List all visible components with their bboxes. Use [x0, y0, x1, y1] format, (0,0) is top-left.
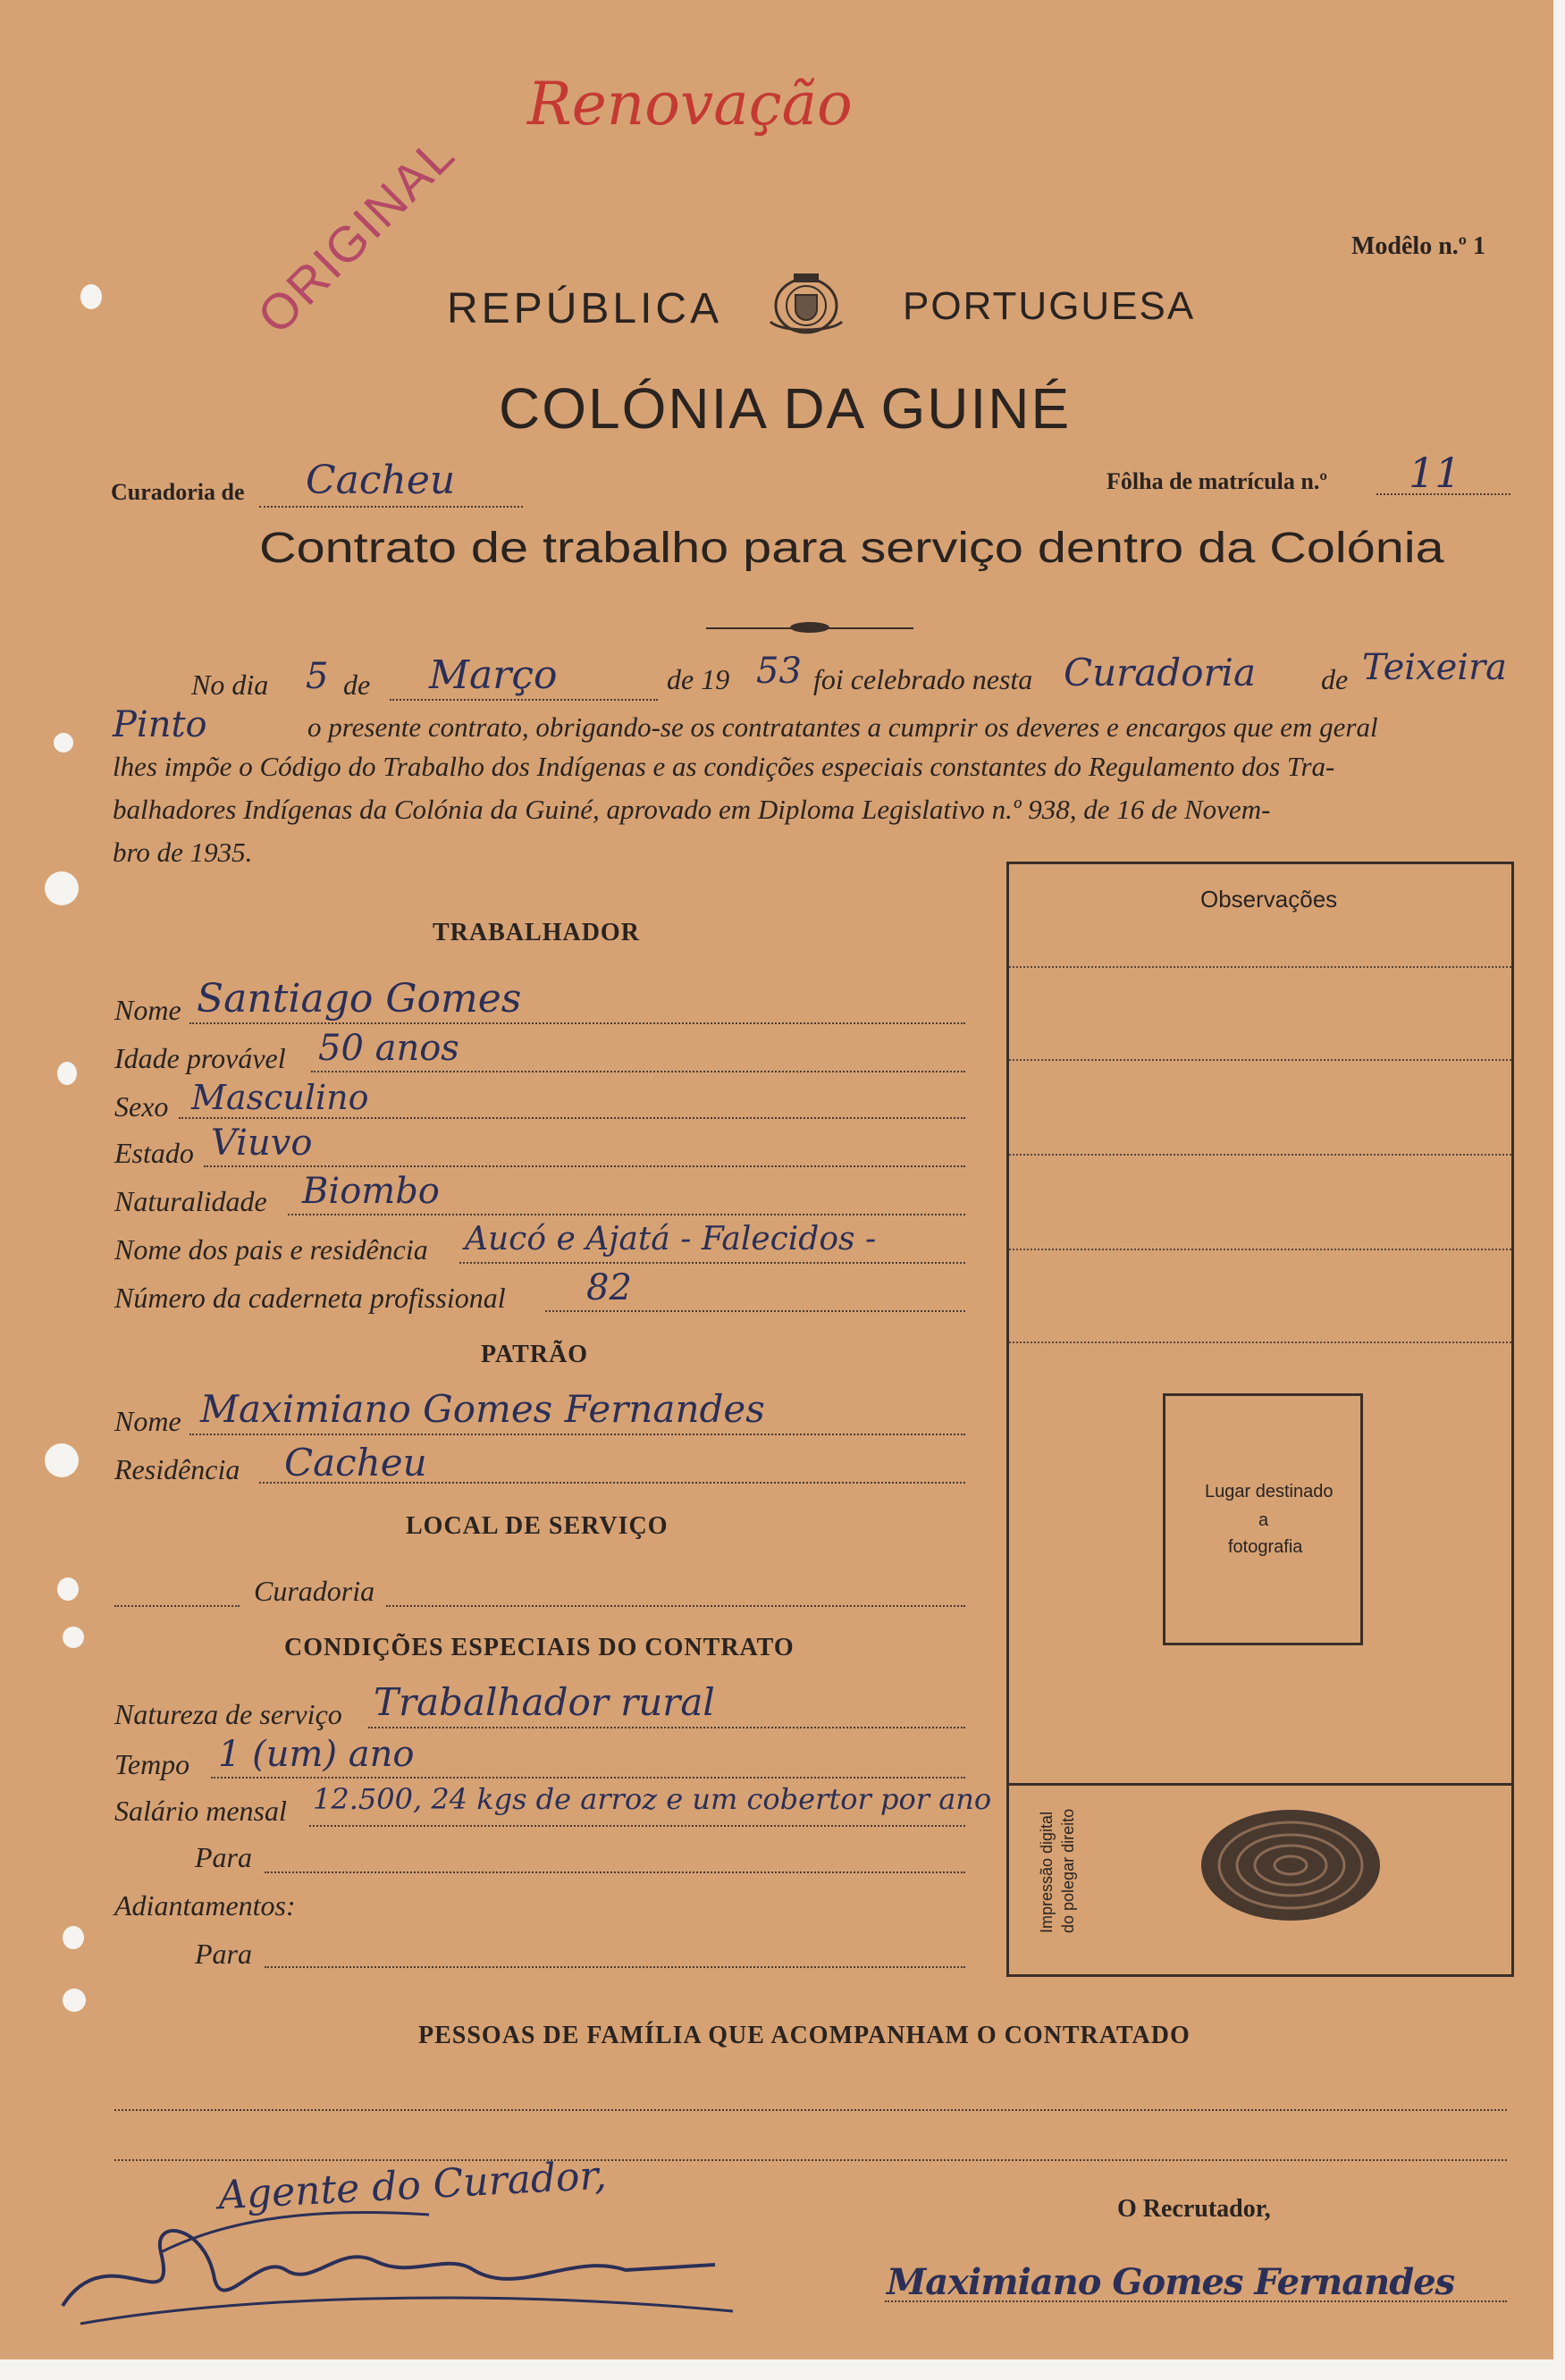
trabalhador-naturalidade: Biombo	[302, 1171, 440, 1212]
estado-line	[204, 1165, 965, 1167]
local-heading: LOCAL DE SERVIÇO	[406, 1512, 669, 1540]
condicoes-heading: CONDIÇÕES ESPECIAIS DO CONTRATO	[284, 1634, 795, 1661]
observacoes-heading: Observações	[1200, 886, 1338, 912]
edge-damage	[57, 1577, 79, 1601]
para-line	[265, 1871, 965, 1873]
intro-day: 5	[306, 656, 329, 697]
curadoria-value: Cacheu	[306, 458, 456, 503]
intro-t2: de	[343, 669, 371, 701]
pais-label: Nome dos pais e residência	[114, 1233, 428, 1266]
renovacao-annotation: Renovação	[527, 70, 853, 139]
nome-line	[189, 1022, 965, 1024]
intro-line5: bro de 1935.	[113, 837, 253, 868]
intro-line3: lhes impõe o Código do Trabalho dos Indígenas e as condições especiais constantes do Regulamento dos Tra-	[113, 751, 1335, 782]
para2-label: Para	[195, 1938, 252, 1970]
nome-label: Nome	[114, 994, 181, 1026]
edge-damage	[1553, 0, 1565, 2380]
recruiter-signature: Maximiano Gomes Fernandes	[887, 2261, 1455, 2303]
edge-damage	[57, 1062, 77, 1085]
salario-value: 12.500, 24 kgs de arroz e um cobertor por ano	[313, 1782, 992, 1816]
trabalhador-caderneta: 82	[586, 1267, 632, 1308]
adiantamentos-label: Adiantamentos:	[114, 1889, 296, 1922]
thumbprint-box-divider	[1009, 1783, 1511, 1786]
folha-label: Fôlha de matrícula n.º	[1106, 468, 1327, 494]
sexo-label: Sexo	[114, 1090, 169, 1123]
punch-hole	[45, 1443, 79, 1477]
local-curadoria-line	[386, 1605, 965, 1607]
idade-label: Idade provável	[114, 1042, 286, 1074]
familia-line	[114, 2109, 1507, 2111]
photo-label-2: a	[1258, 1510, 1269, 1530]
observacoes-line	[1009, 1341, 1511, 1343]
agent-label: Agente do Curador,	[216, 2152, 608, 2219]
familia-heading: PESSOAS DE FAMÍLIA QUE ACOMPANHAM O CONTRATADO	[418, 2022, 1191, 2049]
edge-damage	[80, 284, 102, 309]
idade-line	[311, 1071, 965, 1072]
estado-label: Estado	[114, 1137, 194, 1169]
para2-line	[265, 1966, 965, 1968]
intro-t5: de	[1321, 663, 1349, 695]
intro-place1: Curadoria	[1064, 651, 1257, 694]
tempo-line	[211, 1777, 965, 1779]
observacoes-line	[1009, 966, 1511, 968]
observacoes-line	[1009, 1059, 1511, 1061]
natureza-line	[368, 1727, 965, 1728]
patrao-nome-line	[189, 1434, 965, 1435]
trabalhador-pais: Aucó e Ajatá - Falecidos -	[465, 1221, 877, 1257]
edge-damage	[63, 1989, 86, 2012]
recruiter-label: O Recrutador,	[1117, 2195, 1271, 2223]
patrao-residencia: Cacheu	[284, 1441, 427, 1484]
curadoria-line	[259, 506, 523, 508]
folha-value: 11	[1409, 449, 1461, 497]
para-label: Para	[195, 1841, 252, 1873]
republic-right: PORTUGUESA	[903, 284, 1196, 328]
intro-t4: foi celebrado nesta	[813, 663, 1033, 695]
caderneta-line	[545, 1310, 965, 1312]
contract-title: Contrato de trabalho para serviço dentro da Colónia	[259, 525, 1444, 572]
local-curadoria-label: Curadoria	[254, 1575, 375, 1607]
pais-line	[459, 1262, 965, 1264]
intro-month: Março	[429, 652, 558, 698]
thumbprint-icon	[1197, 1803, 1384, 1928]
patrao-heading: PATRÃO	[481, 1341, 589, 1368]
familia-line	[114, 2159, 1507, 2161]
photo-label-3: fotografia	[1228, 1537, 1303, 1557]
intro-line4: balhadores Indígenas da Colónia da Guiné, aprovado em Diploma Legislativo n.º 938, de 16 de Novem-	[113, 794, 1271, 825]
thumbprint-label-1: Impressão digital	[1038, 1811, 1056, 1933]
model-number: Modêlo n.º 1	[1351, 232, 1486, 260]
trabalhador-estado: Viuvo	[211, 1123, 313, 1164]
intro-t1: No dia	[191, 669, 269, 701]
trabalhador-nome: Santiago Gomes	[197, 976, 522, 1022]
edge-damage	[63, 1926, 84, 1949]
curadoria-label: Curadoria de	[111, 479, 245, 505]
trabalhador-idade: 50 anos	[318, 1028, 459, 1069]
edge-damage	[54, 733, 73, 753]
residencia-label: Residência	[114, 1453, 240, 1485]
naturalidade-label: Naturalidade	[114, 1185, 267, 1217]
intro-place2: Teixeira	[1362, 647, 1508, 688]
salario-label: Salário mensal	[114, 1795, 287, 1827]
photo-label-1: Lugar destinado	[1205, 1482, 1334, 1501]
naturalidade-line	[288, 1214, 965, 1215]
original-stamp: ORIGINAL	[246, 125, 466, 345]
natureza-label: Natureza de serviço	[114, 1698, 342, 1730]
thumbprint-label-2: do polegar direito	[1059, 1808, 1077, 1933]
colony-title: COLÓNIA DA GUINÉ	[499, 376, 1072, 441]
salario-line	[309, 1825, 965, 1827]
caderneta-label: Número da caderneta profissional	[114, 1282, 506, 1314]
tempo-label: Tempo	[114, 1748, 190, 1780]
local-pre-line	[114, 1605, 240, 1607]
title-ornament-center	[790, 622, 829, 633]
intro-year: 53	[756, 651, 802, 692]
intro-place3: Pinto	[113, 704, 207, 745]
intro-t3: de 19	[667, 663, 730, 695]
punch-hole	[45, 871, 79, 905]
trabalhador-sexo: Masculino	[191, 1078, 369, 1117]
tempo-value: 1 (um) ano	[218, 1734, 415, 1775]
intro-t6: o presente contrato, obrigando-se os contratantes a cumprir os deveres e encargos que em geral	[307, 711, 1378, 743]
republic-left: REPÚBLICA	[447, 285, 723, 332]
patrao-nome-label: Nome	[114, 1405, 181, 1437]
natureza-value: Trabalhador rural	[374, 1680, 715, 1724]
observacoes-box	[1006, 862, 1514, 1977]
edge-damage	[0, 2359, 1565, 2380]
observacoes-line	[1009, 1154, 1511, 1156]
trabalhador-heading: TRABALHADOR	[433, 919, 640, 946]
agent-signature	[54, 2199, 742, 2333]
photo-box	[1163, 1393, 1363, 1645]
patrao-nome: Maximiano Gomes Fernandes	[200, 1387, 765, 1431]
edge-damage	[63, 1627, 84, 1648]
observacoes-line	[1009, 1249, 1511, 1250]
coat-of-arms-icon	[753, 268, 860, 340]
sexo-line	[179, 1117, 965, 1119]
intro-month-line	[390, 699, 658, 701]
